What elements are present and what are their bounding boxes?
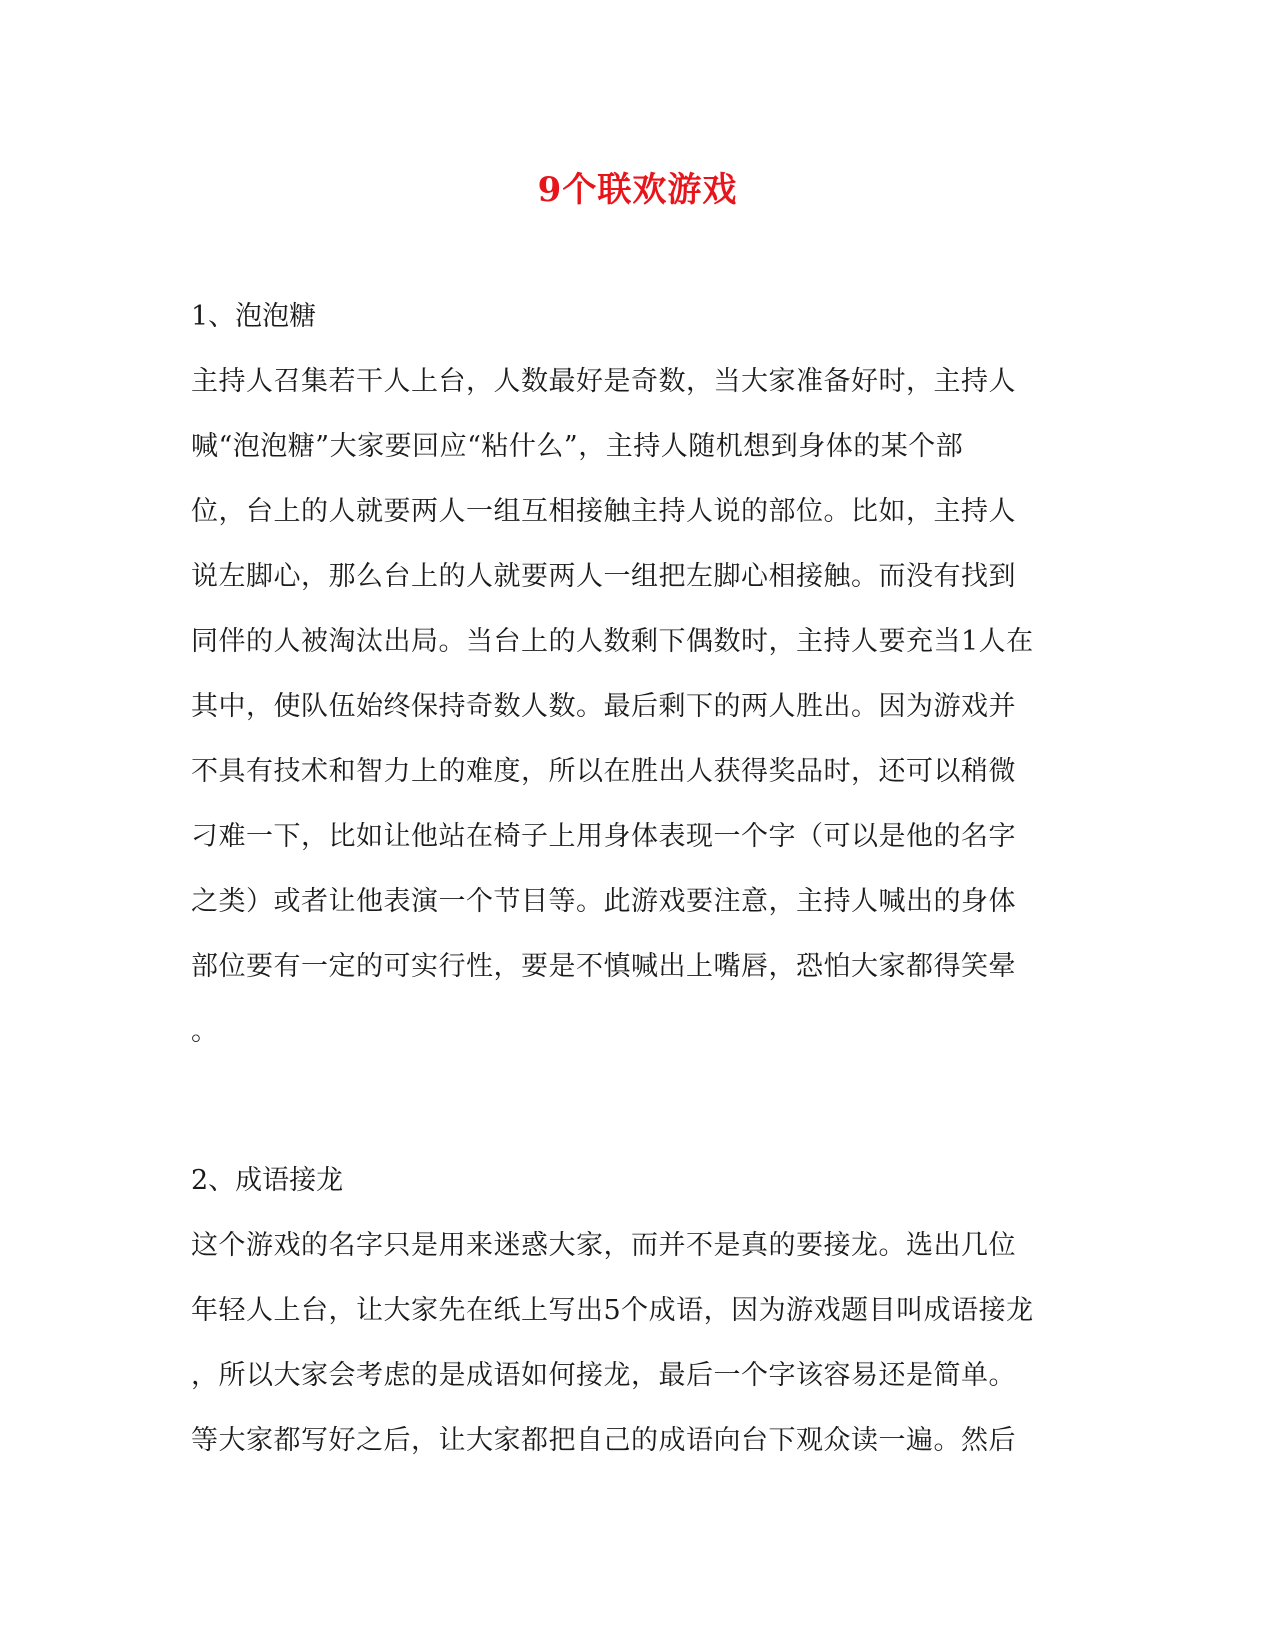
section-idiom-chain [191, 1148, 1091, 1473]
paragraph-line: 之类）或者让他表演一个节目等。此游戏要注意，主持人喊出的身体 [191, 886, 1016, 917]
paragraph-line: 这个游戏的名字只是用来迷惑大家，而并不是真的要接龙。选出几位 [191, 1230, 1016, 1261]
document-title: 9个联欢游戏 [537, 170, 738, 210]
document-body [191, 284, 1091, 1473]
paragraph-line: 其中，使队伍始终保持奇数人数。最后剩下的两人胜出。因为游戏并 [191, 691, 1016, 722]
paragraph-line: 位，台上的人就要两人一组互相接触主持人说的部位。比如，主持人 [191, 496, 1016, 527]
section-heading: 2、成语接龙 [191, 1165, 344, 1196]
paragraph-line: 刁难一下，比如让他站在椅子上用身体表现一个字（可以是他的名字 [191, 821, 1016, 852]
paragraph-line: 。 [191, 1016, 219, 1047]
paragraph-line: 部位要有一定的可实行性，要是不慎喊出上嘴唇，恐怕大家都得笑晕 [191, 951, 1016, 982]
paragraph-line: 主持人召集若干人上台，人数最好是奇数，当大家准备好时，主持人 [191, 366, 1016, 397]
paragraph-line: 同伴的人被淘汰出局。当台上的人数剩下偶数时，主持人要充当1人在 [191, 626, 1034, 657]
paragraph-line: ，所以大家会考虑的是成语如何接龙，最后一个字该容易还是简单。 [191, 1360, 1016, 1391]
paragraph-line: 喊“泡泡糖”大家要回应“粘什么”，主持人随机想到身体的某个部 [191, 431, 964, 462]
section-spacer [191, 1064, 1091, 1148]
section-heading: 1、泡泡糖 [191, 301, 317, 332]
paragraph-line: 说左脚心，那么台上的人就要两人一组把左脚心相接触。而没有找到 [191, 561, 1016, 592]
paragraph-line: 年轻人上台，让大家先在纸上写出5个成语，因为游戏题目叫成语接龙 [191, 1295, 1034, 1326]
paragraph-line: 不具有技术和智力上的难度，所以在胜出人获得奖品时，还可以稍微 [191, 756, 1016, 787]
section-bubble-gum [191, 284, 1091, 1064]
paragraph-line: 等大家都写好之后，让大家都把自己的成语向台下观众读一遍。然后 [191, 1425, 1016, 1456]
